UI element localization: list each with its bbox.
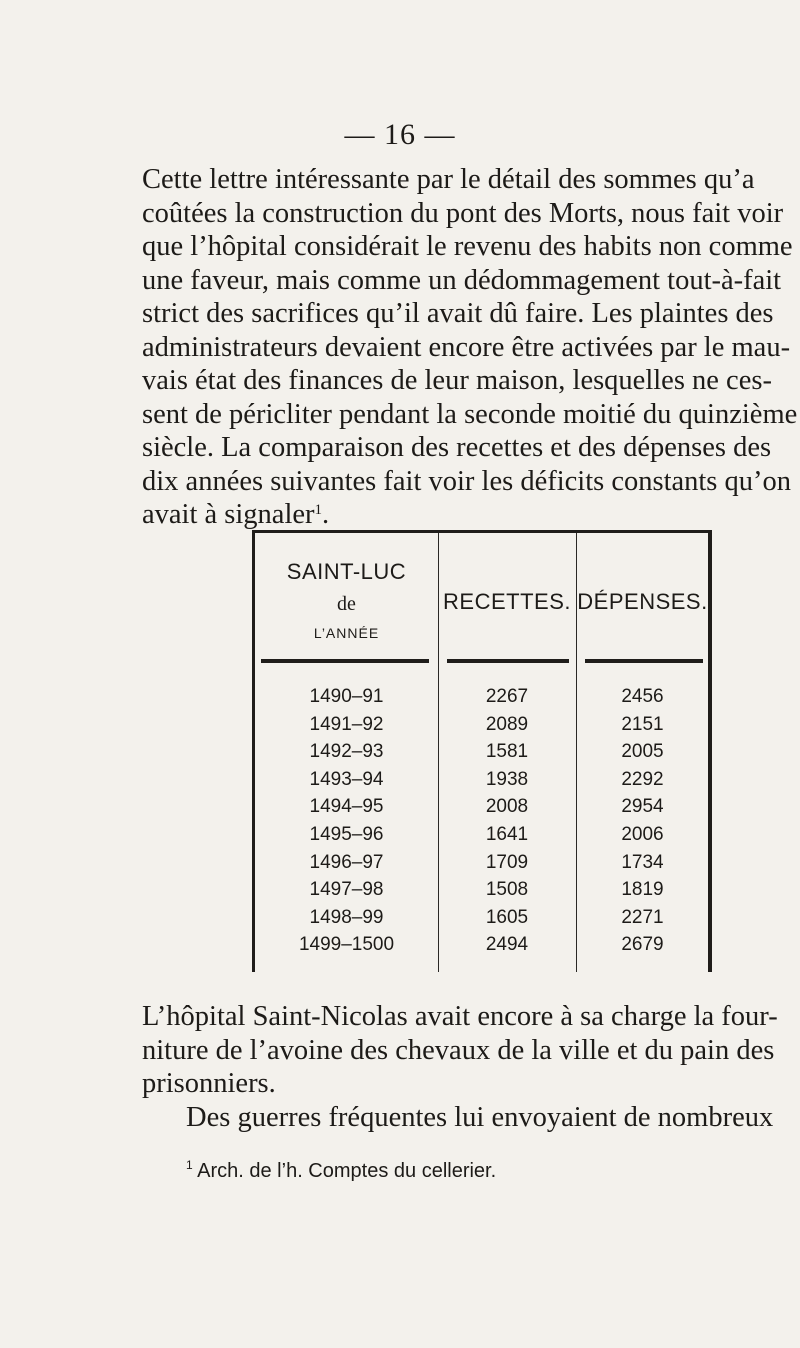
table-body: [255, 686, 708, 962]
cell-year: 1499–1500: [298, 934, 395, 956]
footnote-ref: 1: [314, 502, 323, 518]
table-row: [255, 769, 708, 797]
cell-year: 1492–93: [309, 741, 384, 763]
after-line: niture de l’avoine des chevaux de la ville et du pain des: [142, 1034, 775, 1066]
cell-recettes: 2267: [485, 686, 529, 707]
intro-last-text: avait à signaler: [142, 499, 315, 530]
header-rule: [585, 659, 703, 663]
intro-line: coûtées la construction du pont des Morts, nous fait voir: [142, 197, 784, 229]
cell-depenses: 2292: [621, 768, 664, 790]
cell-depenses: 2006: [621, 823, 664, 845]
header-year-line3: L’ANNÉE: [313, 625, 380, 641]
page-number: — 16 —: [344, 118, 456, 151]
table-row: [255, 907, 708, 935]
intro-line: strict des sacrifices qu’il avait dû faire. Les plaintes des: [142, 298, 774, 329]
intro-line: vais état des finances de leur maison, lesquelles ne ces-: [142, 365, 772, 396]
header-year: [255, 533, 438, 661]
footnote-marker: 1: [186, 1158, 193, 1172]
table-row: [255, 714, 708, 742]
cell-recettes: 2008: [485, 796, 529, 818]
cell-depenses: 2456: [621, 686, 664, 707]
intro-line: dix années suivantes fait voir les déficits constants qu’on: [142, 465, 792, 497]
header-rule: [447, 659, 569, 663]
cell-depenses: 2954: [621, 796, 664, 818]
cell-recettes: 2089: [485, 713, 529, 735]
table-row: [255, 741, 708, 769]
after2-paragraph: [186, 1101, 774, 1135]
header-year-line2: de: [337, 593, 356, 615]
cell-depenses: 2005: [621, 741, 664, 763]
finance-table: [252, 530, 712, 972]
cell-recettes: 1581: [485, 741, 529, 763]
after-paragraph: [142, 1000, 778, 1101]
cell-year: 1498–99: [309, 906, 384, 928]
cell-year: 1494–95: [309, 796, 384, 818]
table-row: [255, 824, 708, 852]
after-line: prisonniers.: [142, 1068, 276, 1099]
intro-line: sent de péricliter pendant la seconde moitié du quinzième: [142, 398, 798, 430]
header-year-line1: SAINT-LUC: [286, 559, 407, 584]
table-row: [255, 934, 708, 962]
cell-recettes: 2494: [485, 934, 529, 956]
cell-recettes: 1709: [485, 851, 529, 873]
after-line: L’hôpital Saint-Nicolas avait encore à sa charge la four-: [142, 1001, 778, 1032]
cell-depenses: 1734: [621, 851, 664, 873]
intro-line-last: [142, 498, 742, 532]
cell-recettes: 1641: [485, 823, 529, 845]
intro-end-punct: .: [322, 499, 330, 530]
footnote-text: Arch. de l’h. Comptes du cellerier.: [197, 1160, 497, 1182]
intro-line: Cette lettre intéressante par le détail des sommes qu’a: [142, 164, 755, 195]
header-recettes: RECETTES.: [443, 589, 571, 614]
after2-line: Des guerres fréquentes lui envoyaient de nombreux: [186, 1102, 774, 1133]
cell-year: 1493–94: [309, 768, 384, 790]
intro-line: une faveur, mais comme un dédommagement tout-à-fait: [142, 264, 782, 296]
cell-recettes: 1508: [485, 879, 529, 901]
table-row: [255, 796, 708, 824]
cell-depenses: 1819: [621, 879, 664, 901]
cell-year: 1495–96: [309, 823, 384, 845]
table-row: [255, 852, 708, 880]
cell-year: 1496–97: [309, 851, 384, 873]
table-row: [255, 686, 708, 714]
header-depenses: DÉPENSES.: [577, 589, 708, 614]
cell-year: 1491–92: [309, 713, 384, 735]
footnote: [186, 1160, 496, 1183]
intro-line: administrateurs devaient encore être activées par le mau-: [142, 331, 791, 363]
cell-year: 1497–98: [309, 879, 384, 901]
cell-depenses: 2271: [621, 906, 664, 928]
cell-year: 1490–91: [309, 686, 384, 707]
intro-paragraph: [142, 163, 798, 532]
header-rule: [261, 659, 429, 663]
cell-recettes: 1605: [485, 906, 529, 928]
cell-depenses: 2151: [621, 713, 664, 735]
cell-depenses: 2679: [621, 934, 664, 956]
intro-line: que l’hôpital considérait le revenu des habits non comme: [142, 231, 793, 262]
cell-recettes: 1938: [485, 768, 529, 790]
intro-line: siècle. La comparaison des recettes et des dépenses des: [142, 432, 772, 463]
table-row: [255, 879, 708, 907]
